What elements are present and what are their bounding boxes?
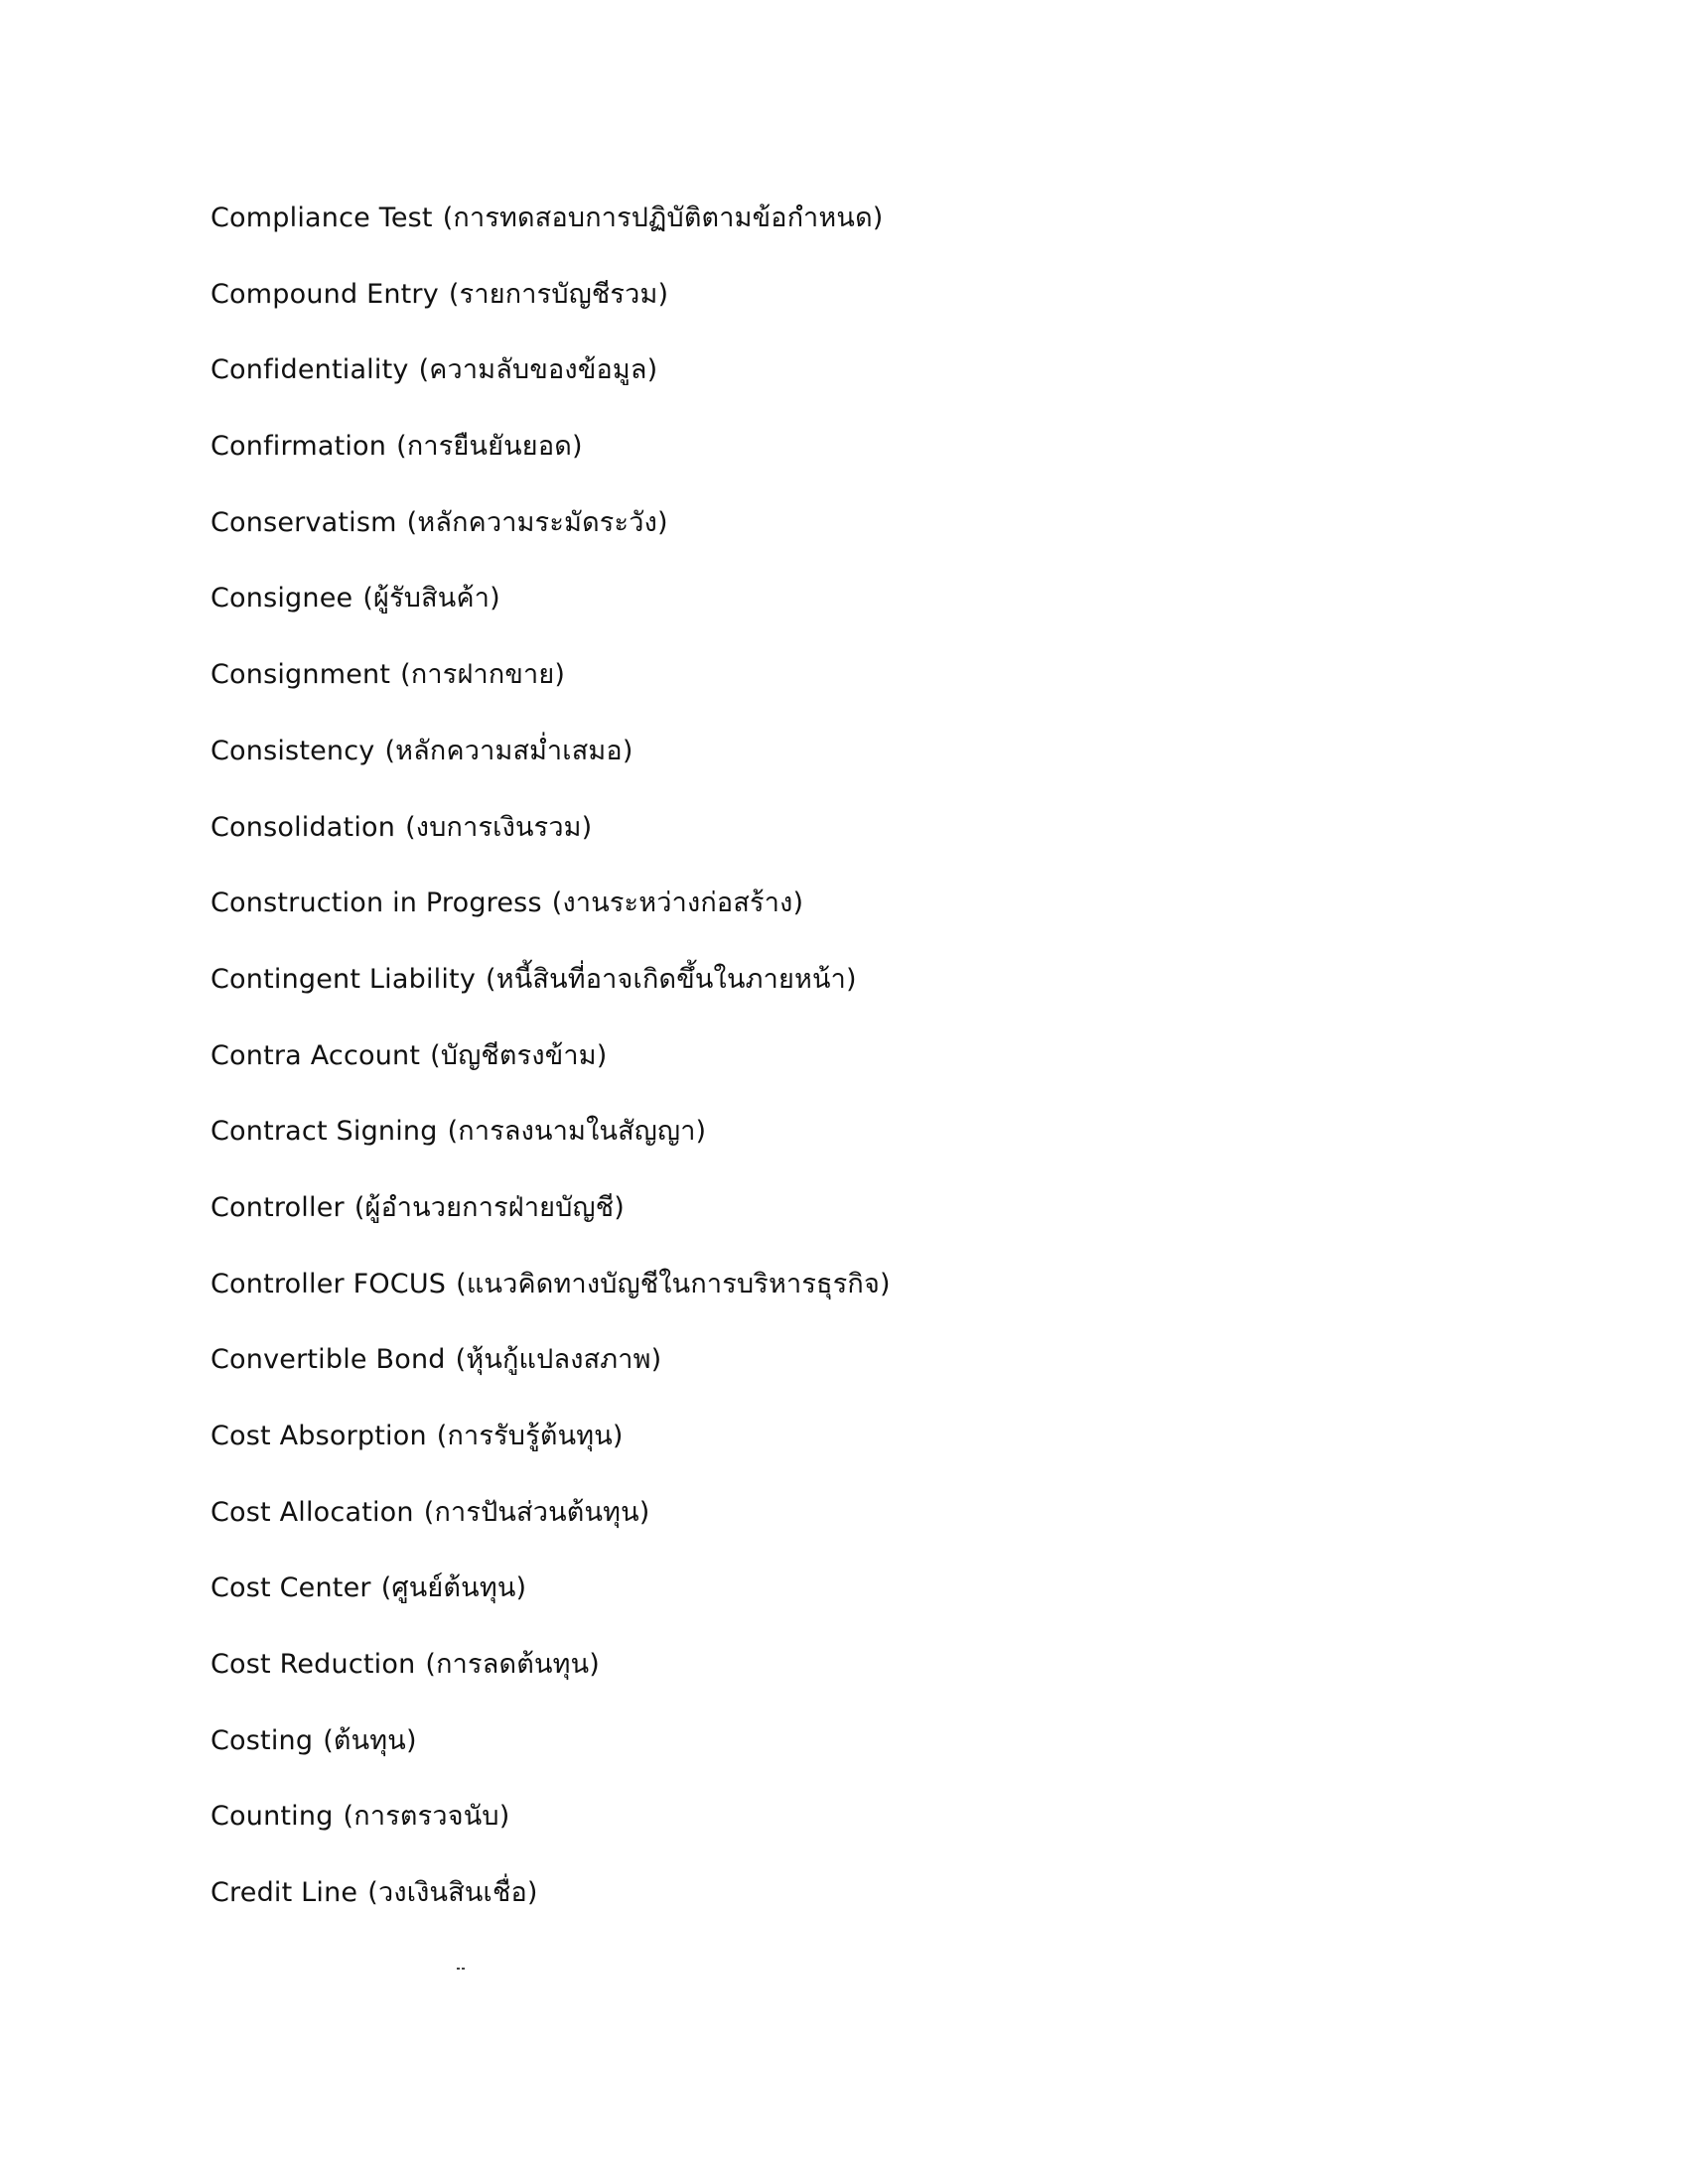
term-thai: (บัญชีตรงข้าม) — [430, 1039, 608, 1071]
glossary-entry — [211, 1108, 1501, 1184]
term-english: Credit Line — [211, 1877, 358, 1909]
term-english: Contra Account — [211, 1039, 421, 1071]
term-thai: (ต้นทุน) — [323, 1724, 417, 1756]
term-thai: (รายการบัญชีรวม) — [448, 278, 669, 310]
term-english: Consistency — [211, 735, 375, 766]
term-english: Compound Entry — [211, 278, 439, 310]
term-english: Costing — [211, 1724, 314, 1756]
glossary-entry — [211, 1489, 1501, 1566]
glossary-entry — [211, 1413, 1501, 1489]
term-thai: (การทดสอบการปฏิบัติตามข้อกำหนด) — [442, 203, 884, 233]
stray-ink-mark — [457, 1968, 467, 1971]
term-thai: (ผู้รับสินค้า) — [362, 583, 500, 614]
glossary-list — [211, 195, 1501, 1946]
term-thai: (การตรวจนับ) — [343, 1801, 510, 1833]
term-english: Cost Absorption — [211, 1421, 427, 1451]
glossary-entry — [211, 271, 1501, 347]
term-thai: (ศูนย์ต้นทุน) — [380, 1572, 527, 1604]
term-thai: (หลักความสม่ำเสมอ) — [384, 735, 633, 766]
term-english: Convertible Bond — [211, 1344, 446, 1376]
term-english: Confirmation — [211, 431, 387, 463]
term-english: Conservatism — [211, 506, 397, 538]
term-english: Compliance Test — [211, 203, 433, 233]
glossary-entry — [211, 499, 1501, 576]
term-english: Cost Allocation — [211, 1496, 414, 1528]
term-thai: (ความลับของข้อมูล) — [418, 354, 658, 386]
term-thai: (การปันส่วนต้นทุน) — [423, 1496, 650, 1528]
term-thai: (งานระหว่างก่อสร้าง) — [551, 887, 804, 919]
glossary-entry — [211, 346, 1501, 423]
term-thai: (หนี้สินที่อาจเกิดขึ้นในภายหน้า) — [486, 963, 857, 995]
term-thai: (งบการเงินรวม) — [405, 811, 593, 843]
term-english: Controller — [211, 1191, 345, 1223]
term-thai: (ผู้อำนวยการฝ่ายบัญชี) — [353, 1191, 625, 1223]
term-english: Construction in Progress — [211, 887, 542, 919]
term-thai: (การลดต้นทุน) — [425, 1649, 600, 1681]
glossary-entry — [211, 651, 1501, 728]
term-thai: (หุ้นกู้แปลงสภาพ) — [455, 1344, 662, 1376]
term-english: Cost Reduction — [211, 1649, 416, 1681]
glossary-entry — [211, 1336, 1501, 1413]
glossary-entry — [211, 804, 1501, 881]
term-thai: (หลักความระมัดระวัง) — [406, 506, 668, 538]
term-english: Consignment — [211, 659, 391, 691]
glossary-entry — [211, 1641, 1501, 1717]
glossary-entry — [211, 728, 1501, 804]
glossary-entry — [211, 423, 1501, 499]
term-english: Contingent Liability — [211, 963, 477, 995]
glossary-entry — [211, 1032, 1501, 1109]
term-thai: (การฝากขาย) — [400, 659, 566, 691]
term-english: Counting — [211, 1801, 334, 1833]
term-english: Consignee — [211, 583, 353, 614]
term-english: Cost Center — [211, 1572, 371, 1604]
term-thai: (วงเงินสินเชื่อ) — [367, 1877, 538, 1909]
glossary-entry — [211, 1793, 1501, 1869]
term-thai: (การลงนามในสัญญา) — [447, 1116, 707, 1148]
term-english: Consolidation — [211, 811, 396, 843]
glossary-entry — [211, 1869, 1501, 1946]
term-english: Confidentiality — [211, 354, 409, 386]
term-thai: (แนวคิดทางบัญชีในการบริหารธุรกิจ) — [456, 1268, 891, 1299]
term-thai: (การยืนยันยอด) — [396, 431, 583, 463]
glossary-entry — [211, 1717, 1501, 1794]
term-english: Contract Signing — [211, 1116, 438, 1148]
glossary-entry — [211, 956, 1501, 1032]
glossary-entry — [211, 1184, 1501, 1261]
term-thai: (การรับรู้ต้นทุน) — [436, 1421, 624, 1451]
term-english: Controller FOCUS — [211, 1268, 447, 1299]
glossary-entry — [211, 575, 1501, 651]
glossary-entry — [211, 1261, 1501, 1337]
glossary-entry — [211, 195, 1501, 271]
glossary-entry — [211, 880, 1501, 956]
glossary-entry — [211, 1565, 1501, 1641]
